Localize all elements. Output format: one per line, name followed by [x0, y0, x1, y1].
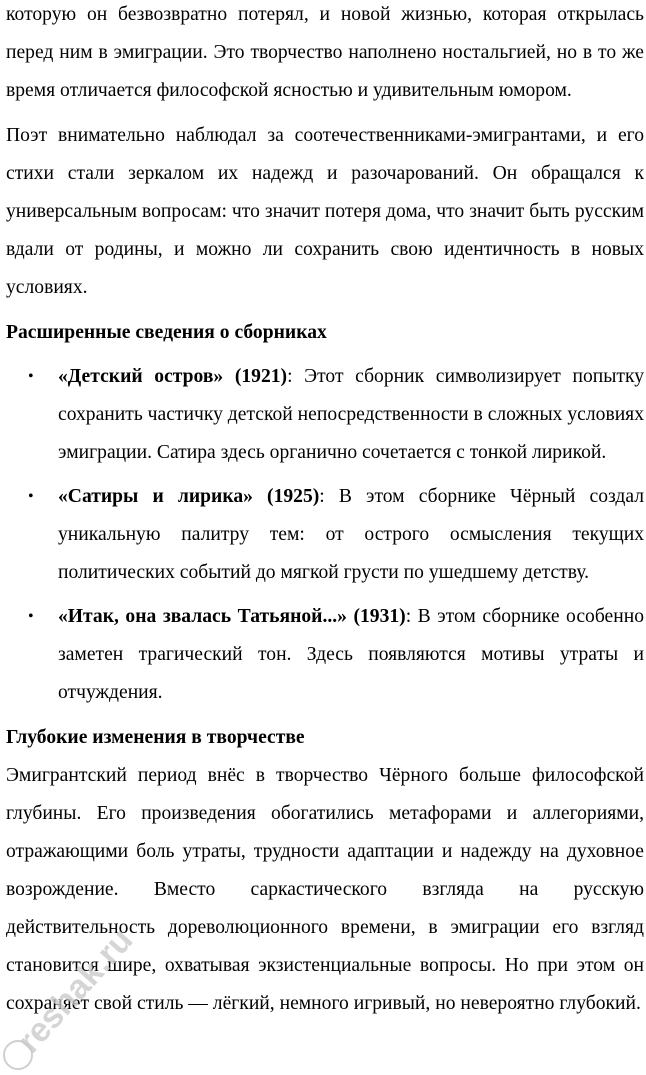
- bullet-icon: •: [28, 608, 34, 625]
- watermark-circle-icon: [4, 1041, 32, 1069]
- collection-title: «Детский остров» (1921): [58, 366, 288, 387]
- intro-paragraph: Поэт внимательно наблюдал за соотечественниками-эмигрантами, и его стихи стали зеркалом их надежд и разочарований. Он обращался к универсальным вопросам: что значит потеря дома, что значит быть русским вдали от родины, и можно ли сохранить свою идентичность в новых условиях.: [6, 125, 644, 298]
- bullet-icon: •: [28, 368, 34, 385]
- list-item: [6, 478, 644, 592]
- collection-title: «Сатиры и лирика» (1925): [58, 486, 320, 507]
- collection-description: : В этом сборнике особенно заметен трагический тон. Здесь появляются мотивы утраты и отчуждения.: [58, 606, 644, 703]
- list-item: [6, 598, 644, 712]
- watermark-text: reshak.ru: [9, 921, 141, 1061]
- document-page: [6, 0, 644, 1023]
- list-item: [6, 358, 644, 472]
- collection-title: «Итак, она звалась Татьяной...» (1931): [58, 606, 406, 627]
- collection-description: : Этот сборник символизирует попытку сохранить частичку детской непосредственности в сложных условиях эмиграции. Сатира здесь органично сочетается с тонкой лирикой.: [58, 366, 644, 463]
- changes-paragraph: Эмигрантский период внёс в творчество Чёрного больше философской глубины. Его произведения обогатились метафорами и аллегориями, отражающими боль утраты, трудности адаптации и надежду на духовное возрождение. Вместо саркастического взгляда на русскую действительность дореволюционного времени, в эмиграции его взгляд становится шире, охватывая экзистенциальные вопросы. Но при этом он сохраняет свой стиль — лёгкий, немного игривый, но невероятно глубокий.: [6, 765, 644, 1014]
- collections-list: [6, 358, 644, 712]
- collections-heading: Расширенные сведения о сборниках: [6, 322, 327, 343]
- changes-heading: Глубокие изменения в творчестве: [6, 727, 305, 748]
- intro-fragment: которую он безвозвратно потерял, и новой жизнью, которая открылась перед ним в эмиграции. Это творчество наполнено ностальгией, но в то же время отличается философской ясностью и удивительным юмором.: [6, 4, 644, 101]
- collection-description: : В этом сборнике Чёрный создал уникальную палитру тем: от острого осмысления текущих политических событий до мягкой грусти по ушедшему детству.: [58, 486, 644, 583]
- bullet-icon: •: [28, 488, 34, 505]
